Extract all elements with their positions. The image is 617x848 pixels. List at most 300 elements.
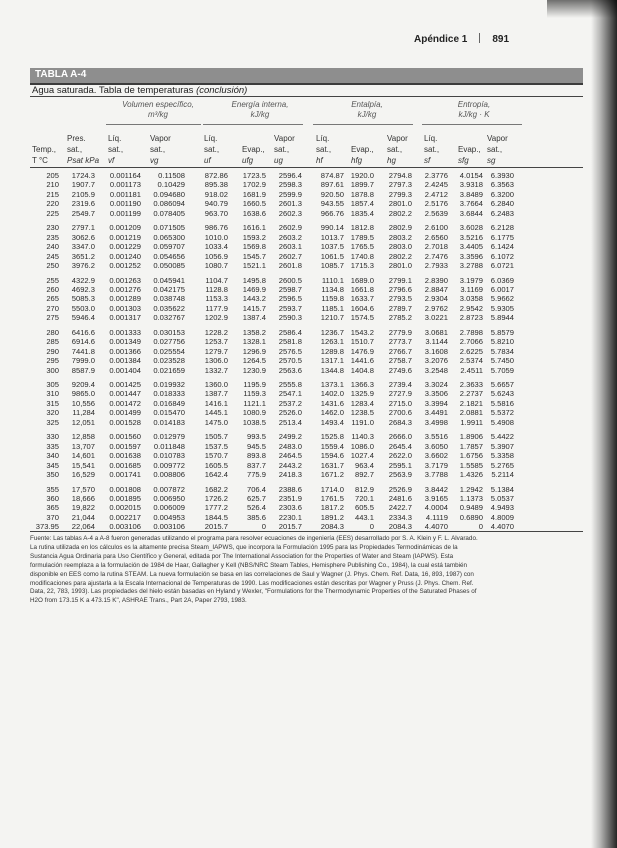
cell-sfg: 2.7898 (459, 327, 483, 337)
page-header (414, 33, 509, 45)
cell-vf: 0.001219 (109, 232, 141, 242)
cell-hfg: 1740.8 (350, 251, 374, 261)
cell-hfg: 1441.6 (350, 356, 374, 366)
cell-hfg: 1878.8 (350, 189, 374, 199)
cell-sg: 5.7834 (490, 346, 514, 356)
cell-sg: 5.8210 (490, 337, 514, 347)
cell-sf: 3.1144 (425, 337, 448, 347)
cell-hg: 2793.5 (388, 294, 412, 304)
group-rule-volume (106, 124, 201, 125)
cell-temp: 280 (46, 327, 59, 337)
cell-hfg: 1604.6 (350, 303, 374, 313)
cell-sfg: 3.8489 (459, 189, 483, 199)
cell-sf: 3.9165 (424, 493, 448, 503)
header-sfg-line-0: Evap., (458, 145, 481, 154)
cell-hfg: 1689.0 (350, 275, 374, 285)
cell-uf: 1387.7 (204, 389, 228, 399)
cell-pres: 7999.0 (71, 356, 95, 366)
page-number: 891 (492, 34, 510, 45)
cell-hf: 1013.7 (320, 232, 344, 242)
cell-hfg: 1325.9 (350, 389, 374, 399)
cell-hg: 2766.7 (388, 346, 412, 356)
cell-temp: 315 (46, 398, 59, 408)
cell-ug: 2603.2 (278, 232, 302, 242)
cell-temp: 225 (46, 208, 59, 218)
header-sg-line-1: sat., (487, 145, 503, 154)
cell-vf: 0.001425 (109, 380, 141, 389)
cell-vg: 0.006009 (153, 503, 185, 513)
cell-uf: 1537.5 (204, 441, 228, 451)
header-uf-line-0: Líq. (204, 134, 218, 143)
cell-vg: 0.027756 (153, 337, 185, 347)
cell-hf: 1714.0 (320, 484, 344, 494)
cell-ug: 2513.4 (278, 417, 302, 427)
cell-ufg: 775.9 (246, 470, 266, 480)
cell-sfg: 3.2788 (459, 261, 483, 271)
cell-hf: 1061.5 (320, 251, 344, 261)
cell-ug: 2600.5 (278, 275, 302, 285)
cell-hf: 1344.8 (320, 365, 344, 375)
cell-vg: 0.011848 (153, 441, 185, 451)
header-vf-line-2: vf (108, 156, 115, 165)
cell-hfg: 1140.3 (351, 432, 374, 442)
cell-ufg: 1159.3 (243, 389, 266, 399)
cell-vg: 0.032767 (153, 313, 185, 323)
group-enthalpy: Entalpía, kJ/kg (351, 100, 383, 119)
cell-sg: 5.2765 (490, 460, 514, 470)
cell-hg: 2773.7 (388, 337, 412, 347)
cell-pres: 11,284 (72, 408, 95, 418)
cell-ug: 2602.7 (278, 251, 302, 261)
cell-hg: 2796.6 (388, 284, 412, 294)
cell-vf: 0.001447 (109, 389, 141, 399)
cell-vf: 0.002015 (109, 503, 141, 513)
cell-sf: 2.7476 (424, 251, 448, 261)
cell-vg: 0.042175 (153, 284, 185, 294)
cell-vf: 0.001349 (109, 337, 141, 347)
cell-sg: 6.3563 (490, 180, 514, 190)
group-energy: Energía interna, kJ/kg (231, 100, 289, 119)
cell-uf: 918.02 (204, 189, 228, 199)
cell-sg: 4.4070 (490, 522, 514, 532)
cell-hf: 897.61 (320, 180, 344, 190)
cell-sg: 5.5372 (490, 408, 514, 418)
cell-pres: 10,556 (71, 398, 95, 408)
cell-sg: 5.5816 (490, 398, 514, 408)
cell-vg: 0.009772 (153, 460, 185, 470)
cell-temp: 240 (46, 242, 59, 252)
header-pres-line-1: sat., (67, 145, 83, 154)
cell-hfg: 1027.4 (350, 451, 374, 461)
cell-ug: 2388.6 (278, 484, 302, 494)
cell-sg: 5.6657 (490, 380, 514, 389)
cell-temp: 320 (46, 408, 59, 418)
cell-sf: 3.8442 (424, 484, 448, 494)
cell-ufg: 1545.7 (242, 251, 266, 261)
cell-hf: 1431.6 (320, 398, 344, 408)
cell-sf: 3.2548 (424, 365, 448, 375)
cell-pres: 2797.1 (71, 223, 95, 233)
cell-sfg: 0.6890 (459, 512, 483, 522)
cell-hf: 1493.4 (320, 417, 344, 427)
cell-hf: 1402.0 (320, 389, 344, 399)
cell-sf: 3.1608 (424, 346, 448, 356)
cell-sf: 3.4998 (424, 417, 448, 427)
cell-sf: 2.4245 (424, 180, 448, 190)
cell-ufg: 1521.1 (242, 261, 266, 271)
cell-hg: 2422.7 (388, 503, 412, 513)
cell-sg: 6.0017 (490, 284, 514, 294)
cell-vg: 0.016849 (153, 398, 185, 408)
cell-uf: 1202.9 (204, 313, 228, 323)
cell-vf: 0.001181 (109, 189, 141, 199)
cell-vf: 0.001252 (109, 261, 141, 271)
cell-hfg: 892.7 (354, 470, 374, 480)
cell-uf: 1682.2 (204, 484, 228, 494)
table-caption (32, 85, 247, 96)
header-hfg-line-1: hfg (351, 156, 363, 165)
cell-uf: 986.76 (204, 223, 228, 233)
cell-ug: 2602.9 (278, 223, 302, 233)
cell-hf: 1263.1 (320, 337, 344, 347)
cell-ug: 2596.5 (278, 294, 302, 304)
cell-hf: 1373.1 (320, 380, 344, 389)
cell-sf: 3.0681 (424, 327, 448, 337)
cell-hfg: 1476.9 (350, 346, 374, 356)
cell-ug: 2602.3 (278, 208, 302, 218)
cell-ug: 2570.5 (278, 356, 302, 366)
cell-pres: 17,570 (71, 484, 95, 494)
cell-ufg: 1443.2 (242, 294, 266, 304)
cell-vf: 0.001173 (109, 180, 141, 190)
header-sfg-line-1: sfg (458, 156, 469, 165)
cell-hfg: 812.9 (354, 484, 374, 494)
cell-uf: 1128.8 (205, 284, 228, 294)
cell-pres: 21,044 (71, 512, 95, 522)
cell-uf: 895.38 (204, 180, 228, 190)
cell-sfg: 2.0881 (459, 408, 483, 418)
cell-hg: 2481.6 (388, 493, 412, 503)
group-rule-energy (203, 124, 303, 125)
cell-vg: 0.030153 (153, 327, 185, 337)
cell-vg: 0.050085 (153, 261, 185, 271)
cell-sfg: 3.0358 (459, 294, 483, 304)
cell-pres: 6914.6 (71, 337, 95, 347)
cell-sfg: 3.1169 (460, 284, 483, 294)
cell-ufg: 625.7 (246, 493, 266, 503)
cell-ug: 2499.2 (278, 432, 302, 442)
cell-hf: 1525.8 (320, 432, 344, 442)
cell-sf: 3.7788 (424, 470, 448, 480)
cell-pres: 12,051 (71, 417, 95, 427)
cell-pres: 5503.0 (71, 303, 95, 313)
cell-vg: 0.078405 (153, 208, 185, 218)
cell-vf: 0.001276 (109, 284, 141, 294)
cell-hf: 1085.7 (320, 261, 344, 271)
cell-sfg: 2.5374 (459, 356, 483, 366)
cell-sf: 3.5516 (424, 432, 448, 442)
cell-hg: 2802.9 (388, 223, 412, 233)
cell-sf: 3.6602 (424, 451, 448, 461)
header-sg-line-0: Vapor (487, 134, 508, 143)
cell-temp: 235 (46, 232, 59, 242)
cell-uf: 1360.0 (204, 380, 228, 389)
cell-temp: 355 (46, 484, 59, 494)
cell-ug: 2015.7 (278, 522, 302, 532)
cell-hfg: 1191.0 (351, 417, 374, 427)
cell-pres: 9209.4 (71, 380, 95, 389)
cell-sfg: 2.9542 (459, 303, 483, 313)
cell-hfg: 963.4 (354, 460, 374, 470)
cell-vf: 0.001366 (109, 346, 141, 356)
cell-sfg: 2.6225 (459, 346, 483, 356)
cell-sg: 5.4422 (490, 432, 514, 442)
cell-ufg: 1495.8 (242, 275, 266, 285)
cell-hg: 2802.2 (388, 251, 412, 261)
cell-sf: 3.6050 (424, 441, 448, 451)
cell-sfg: 3.5216 (459, 232, 483, 242)
cell-sf: 4.4070 (424, 522, 448, 532)
cell-vg: 0.014183 (153, 417, 185, 427)
cell-pres: 15,541 (71, 460, 95, 470)
table-caption-suffix: (conclusión) (196, 85, 248, 96)
cell-vf: 0.001289 (109, 294, 141, 304)
appendix-label: Apéndice 1 (414, 34, 468, 45)
cell-vg: 0.021659 (153, 365, 185, 375)
cell-hfg: 1404.8 (350, 365, 374, 375)
cell-hg: 2715.0 (388, 398, 412, 408)
cell-ug: 2593.7 (278, 303, 302, 313)
header-hg-line-0: Vapor (387, 134, 408, 143)
cell-hfg: 605.5 (354, 503, 374, 513)
cell-hf: 1462.0 (320, 408, 344, 418)
cell-sf: 4.0004 (424, 503, 448, 513)
cell-vf: 0.001240 (109, 251, 141, 261)
cell-ug: 2590.3 (278, 313, 302, 323)
cell-pres: 12,858 (71, 432, 95, 442)
cell-vf: 0.002217 (109, 512, 141, 522)
header-uf-line-2: uf (204, 156, 211, 165)
cell-sfg: 3.3596 (459, 251, 483, 261)
cell-temp: 275 (46, 313, 59, 323)
cell-pres: 5946.4 (71, 313, 95, 323)
cell-temp: 210 (46, 180, 59, 190)
cell-sg: 6.2483 (490, 208, 514, 218)
cell-sf: 2.8847 (424, 284, 448, 294)
cell-ufg: 1296.9 (242, 346, 266, 356)
cell-hg: 2794.8 (388, 171, 412, 180)
cell-sf: 2.5639 (424, 208, 448, 218)
header-vg-line-2: vg (150, 156, 159, 165)
cell-uf: 963.70 (204, 208, 228, 218)
cell-vf: 0.001404 (109, 365, 141, 375)
header-ug-line-0: Vapor (274, 134, 295, 143)
cell-pres: 22,064 (71, 522, 95, 532)
header-ufg-line-1: ufg (242, 156, 254, 165)
header-vg-line-0: Vapor (150, 134, 171, 143)
cell-sg: 5.1384 (490, 484, 514, 494)
cell-hg: 2803.2 (388, 232, 412, 242)
cell-sf: 2.9762 (424, 303, 448, 313)
cell-sf: 2.8390 (424, 275, 448, 285)
footnote-line: disponible en EES como la rutina STEAM. La nueva formulación se basa en las correlaciones de Saul y Wagner (J. Phys. Chem. Ref. Data, 16, 893, 1987) con (30, 570, 474, 578)
cell-vf: 0.001317 (109, 313, 141, 323)
cell-sfg: 1.6756 (459, 451, 483, 461)
cell-vf: 0.001384 (109, 356, 141, 366)
cell-vg: 0.015470 (153, 408, 185, 418)
cell-sfg: 0.9489 (459, 503, 483, 513)
cell-ug: 2443.2 (278, 460, 302, 470)
cell-sf: 2.6100 (424, 223, 448, 233)
cell-sfg: 2.3633 (459, 380, 483, 389)
cell-hfg: 1789.5 (350, 232, 374, 242)
cell-sg: 5.3907 (490, 441, 514, 451)
cell-sfg: 3.4405 (459, 242, 483, 252)
cell-sg: 5.0537 (490, 493, 514, 503)
cell-sf: 3.3994 (424, 398, 448, 408)
cell-ufg: 1616.1 (242, 223, 266, 233)
cell-hf: 966.76 (320, 208, 344, 218)
cell-ufg: 706.4 (246, 484, 266, 494)
cell-temp: 285 (46, 337, 59, 347)
cell-ufg: 993.5 (246, 432, 266, 442)
cell-pres: 3976.2 (71, 261, 95, 271)
cell-hg: 2758.7 (388, 356, 412, 366)
cell-uf: 1844.5 (204, 512, 228, 522)
cell-hfg: 1899.7 (350, 180, 374, 190)
cell-vg: 0.023528 (153, 356, 185, 366)
cell-sg: 6.3930 (490, 171, 514, 180)
cell-sfg: 4.0154 (459, 171, 483, 180)
cell-pres: 16,529 (71, 470, 95, 480)
cell-sfg: 0 (478, 522, 483, 532)
cell-hf: 1134.8 (321, 284, 344, 294)
header-hg-line-2: hg (387, 156, 396, 165)
group-entropy: Entropía, kJ/kg · K (457, 100, 491, 119)
header-hfg-line-0: Evap., (351, 145, 374, 154)
cell-ug: 2483.0 (278, 441, 302, 451)
cell-sfg: 2.2737 (459, 389, 483, 399)
cell-sg: 6.1072 (490, 251, 514, 261)
cell-uf: 1279.7 (204, 346, 228, 356)
cell-temp: 205 (46, 171, 59, 180)
cell-sf: 2.6560 (424, 232, 448, 242)
cell-ug: 2601.8 (278, 261, 302, 271)
cell-hfg: 1812.8 (350, 223, 374, 233)
cell-vg: 0.018333 (153, 389, 185, 399)
footnote-line: H2O from 173.15 K a 473.15 K", ASHRAE Trans., Part 2A, Paper 2793, 1983. (30, 597, 247, 605)
cell-hg: 2785.2 (388, 313, 412, 323)
cell-sg: 5.9305 (490, 303, 514, 313)
cell-uf: 1505.7 (204, 432, 228, 442)
cell-vf: 0.001808 (109, 484, 141, 494)
cell-hf: 1671.2 (320, 470, 344, 480)
cell-hg: 2727.9 (388, 389, 412, 399)
cell-sfg: 2.1821 (459, 398, 483, 408)
cell-temp: 260 (46, 284, 59, 294)
cell-pres: 1724.3 (71, 171, 95, 180)
cell-ug: 2581.8 (278, 337, 302, 347)
footnote-line: Data, 22, 783, 1993). Las propiedades del hielo están basadas en Hyland y Wexler, "Formulations for the Thermodynamic Properties of the Saturated Phases of (30, 588, 477, 596)
cell-sfg: 2.4511 (460, 365, 483, 375)
cell-pres: 1907.7 (71, 180, 95, 190)
cell-vf: 0.001597 (109, 441, 141, 451)
cell-hf: 874.87 (320, 171, 344, 180)
cell-temp: 370 (46, 512, 59, 522)
cell-hf: 2084.3 (320, 522, 344, 532)
cell-vf: 0.001190 (109, 199, 141, 209)
cell-uf: 940.79 (204, 199, 228, 209)
cell-ufg: 1415.7 (242, 303, 266, 313)
cell-vg: 0.086094 (153, 199, 185, 209)
cell-vf: 0.001472 (109, 398, 141, 408)
header-sf-line-0: Líq. (424, 134, 438, 143)
group-volume: Volumen específico, m³/kg (122, 100, 194, 119)
cell-vg: 0.025554 (153, 346, 185, 356)
cell-temp: 365 (46, 503, 59, 513)
cell-sf: 4.1119 (425, 512, 448, 522)
cell-hg: 2700.6 (388, 408, 412, 418)
table-tag-label: TABLA A-4 (35, 69, 87, 80)
cell-vf: 0.001333 (109, 327, 141, 337)
footnote-line: Fuente: Las tablas A-4 a A-8 fueron generadas utilizando el programa para resolver ecuaciones de ingeniería (EES) desarrollado por S. A. Klein y F. L. Alvarado. (30, 535, 478, 542)
cell-hg: 2666.0 (388, 432, 412, 442)
cell-pres: 18,666 (71, 493, 95, 503)
cell-hf: 1317.1 (320, 356, 344, 366)
cell-hg: 2526.9 (388, 484, 412, 494)
cell-vf: 0.001263 (109, 275, 141, 285)
cell-ug: 2418.3 (278, 470, 302, 480)
cell-ug: 2563.6 (278, 365, 302, 375)
header-rule (30, 167, 583, 168)
header-vf-line-0: Líq. (108, 134, 122, 143)
cell-uf: 1332.7 (204, 365, 228, 375)
cell-uf: 1306.0 (204, 356, 228, 366)
cell-uf: 1605.5 (204, 460, 228, 470)
cell-sg: 5.8579 (490, 327, 514, 337)
cell-ufg: 1328.1 (242, 337, 266, 347)
cell-ufg: 1469.9 (242, 284, 266, 294)
cell-hg: 2801.0 (388, 261, 412, 271)
cell-sf: 2.9304 (424, 294, 448, 304)
cell-sf: 2.7018 (424, 242, 448, 252)
cell-temp: 265 (46, 294, 59, 304)
cell-hfg: 1366.3 (350, 380, 374, 389)
cell-hf: 1236.7 (320, 327, 344, 337)
cell-sf: 2.3776 (424, 171, 448, 180)
cell-vf: 0.001528 (109, 417, 141, 427)
cell-ug: 2596.4 (278, 171, 302, 180)
cell-hg: 2749.6 (388, 365, 412, 375)
cell-ug: 2537.2 (278, 398, 302, 408)
cell-hfg: 1086.0 (350, 441, 374, 451)
cell-hf: 990.14 (320, 223, 344, 233)
cell-vg: 0.071505 (153, 223, 185, 233)
cell-temp: 345 (46, 460, 59, 470)
cell-ufg: 1038.5 (242, 417, 266, 427)
cell-ufg: 1121.1 (243, 398, 266, 408)
cell-hfg: 1835.4 (350, 208, 374, 218)
cell-temp: 350 (46, 470, 59, 480)
header-vf-line-1: sat., (108, 145, 124, 154)
cell-sfg: 1.4326 (459, 470, 483, 480)
cell-hg: 2622.0 (388, 451, 412, 461)
cell-ufg: 1681.9 (242, 189, 266, 199)
cell-pres: 4692.3 (71, 284, 95, 294)
cell-temp: 330 (46, 432, 59, 442)
header-sf-line-1: sat., (424, 145, 440, 154)
footnote-line: formulación reemplaza a la formulación de 1984 de Haar, Gallagher y Kell (NBS/NRC Steam Tables, Hemisphere Publishing Co., 1984), la cual está también (30, 561, 468, 569)
